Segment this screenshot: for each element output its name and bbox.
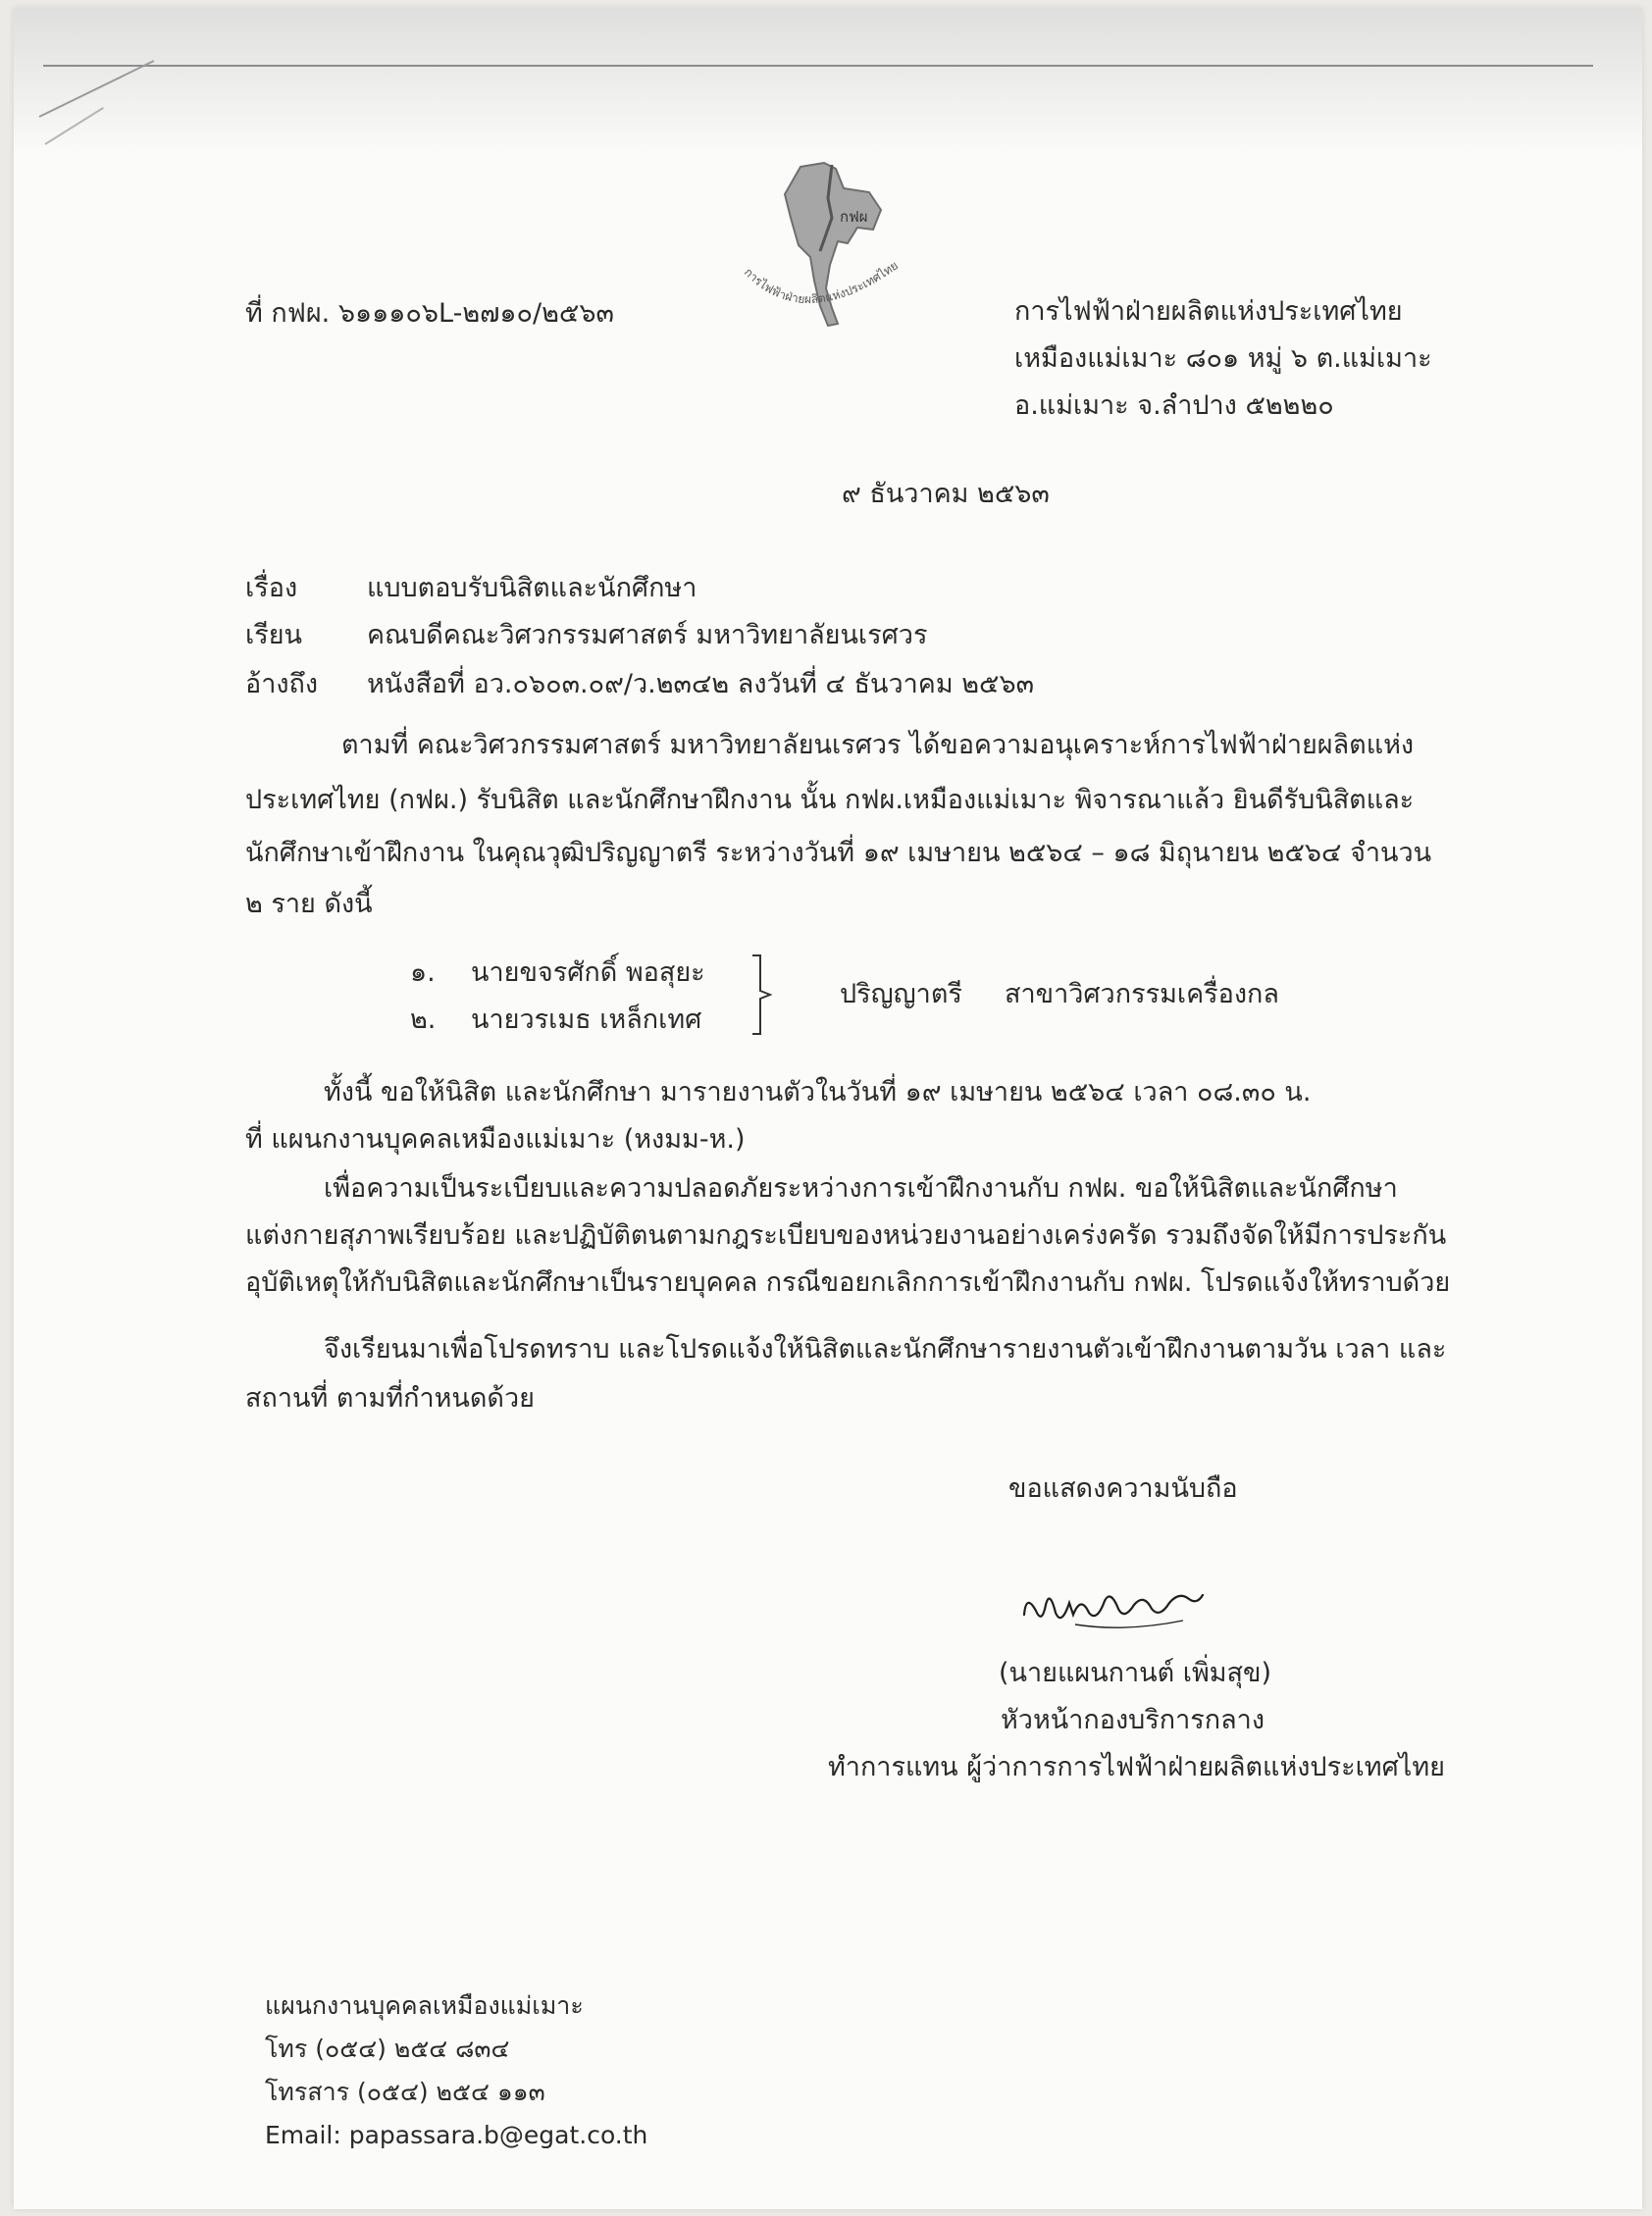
degree-label: ปริญญาตรี (840, 979, 962, 1009)
handwritten-signature (1016, 1575, 1213, 1634)
signatory-position: หัวหน้ากองบริการกลาง (1001, 1705, 1265, 1735)
paragraph-4-line-2: สถานที่ ตามที่กำหนดด้วย (245, 1383, 535, 1414)
paragraph-1-line-1: ตามที่ คณะวิศวกรรมศาสตร์ มหาวิทยาลัยนเรศวร ได้ขอความอนุเคราะห์การไฟฟ้าฝ่ายผลิตแห่ง (341, 730, 1415, 760)
paragraph-3-line-1: เพื่อความเป็นระเบียบและความปลอดภัยระหว่างการเข้าฝึกงานกับ กฟผ. ขอให้นิสิตและนักศึกษา (324, 1173, 1398, 1204)
paragraph-3-line-3: อุบัติเหตุให้กับนิสิตและนักศึกษาเป็นรายบุคคล กรณีขอยกเลิกการเข้าฝึกงานกับ กฟผ. โปรดแจ้งให้ทราบด้วย (245, 1267, 1451, 1298)
subject-label: เรื่อง (245, 573, 298, 603)
paragraph-3-line-2: แต่งกายสุภาพเรียบร้อย และปฏิบัติตนตามกฎระเบียบของหน่วยงานอย่างเคร่งครัด รวมถึงจัดให้มีการประกัน (245, 1220, 1447, 1251)
scan-edge-line (43, 65, 1593, 67)
paragraph-1-line-3: นักศึกษาเข้าฝึกงาน ในคุณวุฒิปริญญาตรี ระหว่างวันที่ ๑๙ เมษายน ๒๕๖๔ – ๑๘ มิถุนายน ๒๕๖๔ จำนวน (245, 838, 1432, 868)
student-list-item (410, 957, 705, 989)
letter-date: ๙ ธันวาคม ๒๕๖๓ (842, 479, 1050, 509)
reference-label: อ้างถึง (245, 669, 319, 699)
paragraph-2-line-2: ที่ แผนกงานบุคคลเหมืองแม่เมาะ (หงมม-ห.) (245, 1124, 746, 1155)
recipient-label: เรียน (245, 620, 303, 650)
scan-shadow (14, 8, 1642, 155)
contact-email: Email: papassara.b@egat.co.th (265, 2121, 648, 2149)
sender-address-line-2: เหมืองแม่เมาะ ๘๐๑ หมู่ ๖ ต.แม่เมาะ (1014, 343, 1432, 374)
student-name: นายขจรศักดิ์ พอสุยะ (471, 957, 705, 988)
major-label: สาขาวิศวกรรมเครื่องกล (1005, 979, 1279, 1009)
sender-address-line-1: การไฟฟ้าฝ่ายผลิตแห่งประเทศไทย (1014, 296, 1403, 327)
subject-value: แบบตอบรับนิสิตและนักศึกษา (367, 573, 697, 603)
signatory-name: (นายแผนกานต์ เพิ่มสุข) (999, 1658, 1272, 1688)
paragraph-4-line-1: จึงเรียนมาเพื่อโปรดทราบ และโปรดแจ้งให้นิสิตและนักศึกษารายงานตัวเข้าฝึกงานตามวัน เวลา และ (324, 1334, 1447, 1365)
student-number: ๒. (410, 1005, 437, 1035)
paragraph-1-line-2: ประเทศไทย (กฟผ.) รับนิสิต และนักศึกษาฝึกงาน นั้น กฟผ.เหมืองแม่เมาะ พิจารณาแล้ว ยินดีรับนิสิตและ (245, 785, 1415, 815)
contact-fax: โทรสาร (๐๕๔) ๒๕๔ ๑๑๓ (265, 2078, 545, 2106)
paragraph-2-line-1: ทั้งนี้ ขอให้นิสิต และนักศึกษา มารายงานตัวในวันที่ ๑๙ เมษายน ๒๕๖๔ เวลา ๐๘.๓๐ น. (324, 1077, 1312, 1108)
sender-address-line-3: อ.แม่เมาะ จ.ลำปาง ๕๒๒๒๐ (1014, 390, 1334, 421)
paragraph-1-line-4: ๒ ราย ดังนี้ (245, 889, 373, 919)
closing-salutation: ขอแสดงความนับถือ (1008, 1473, 1238, 1504)
reference-value: หนังสือที่ อว.๐๖๐๓.๐๙/ว.๒๓๔๒ ลงวันที่ ๔ ธันวาคม ๒๕๖๓ (367, 669, 1035, 699)
student-number: ๑. (410, 957, 436, 988)
right-brace-icon (750, 953, 772, 1036)
contact-department: แผนกงานบุคคลเหมืองแม่เมาะ (265, 1991, 584, 2020)
signatory-acting-for: ทำการแทน ผู้ว่าการการไฟฟ้าฝ่ายผลิตแห่งประเทศไทย (828, 1752, 1445, 1782)
reference-number: ที่ กฟผ. ๖๑๑๑๐๖L-๒๗๑๐/๒๕๖๓ (245, 298, 614, 329)
student-list-item (410, 1005, 701, 1036)
student-name: นายวรเมธ เหล็กเทศ (471, 1005, 702, 1035)
recipient-value: คณบดีคณะวิศวกรรมศาสตร์ มหาวิทยาลัยนเรศวร (367, 620, 928, 650)
egat-logo (734, 159, 918, 341)
contact-phone: โทร (๐๕๔) ๒๕๔ ๘๓๔ (265, 2035, 510, 2063)
logo-ring-text: การไฟฟ้าฝ่ายผลิตแห่งประเทศไทย (741, 258, 902, 307)
logo-initials: กฟผ (840, 208, 868, 226)
